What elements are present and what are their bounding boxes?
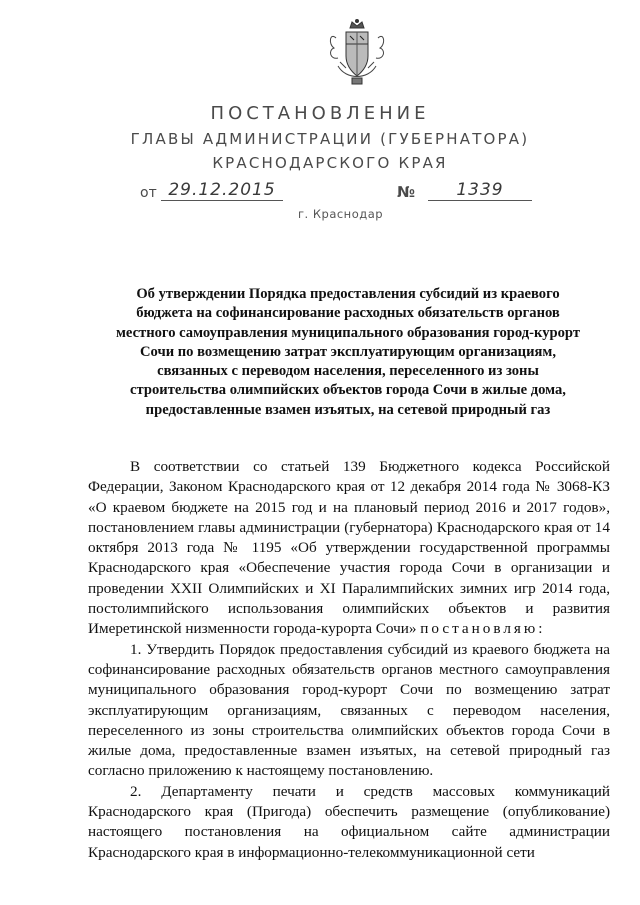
preamble-text: В соответствии со статьей 139 Бюджетного кодекса Российской Федерации, Законом Краснодарского края от 12 декабря 2014 года № 3068-КЗ «О краевом бюджете на 2015 год и на плановый период 2016 и 2017 годов», постановлением главы администрации (губернатора) Краснодарского края от 14 октября 2013 года № 1195 «Об утверждении государственной программы Краснодарского края «Обеспечение участия города Сочи в организации и проведении XXII Олимпийских и XI Паралимпийских зимних игр 2014 года, постолимпийского использования олимпийских объектов и развития Имеретинской низменности города-курорта Сочи» [88, 458, 610, 638]
document-title: Об утверждении Порядка предоставления субсидий из краевого бюджета на софинансирование расходных обязательств органов местного самоуправления муниципального образования город-курорт Сочи по возмещению затрат эксплуатирующим организациям, связанных с переводом населения, переселенного из зоны строительства олимпийских объектов города Сочи в жилые дома, предоставленные взамен изъятых, на сетевой природный газ [115, 286, 580, 418]
document-type-heading: ПОСТАНОВЛЕНИЕ [210, 103, 430, 124]
number-prefix: № [397, 183, 416, 201]
preamble-paragraph [88, 457, 610, 640]
city-label: г. Краснодар [298, 207, 384, 221]
item-1-paragraph: 1. Утвердить Порядок предоставления субсидий из краевого бюджета на софинансирование расходных обязательств органов местного самоуправления муниципального образования город-курорт Сочи по возмещению затрат эксплуатирующим организациям, связанных с переводом населения, переселенного из зоны строительства олимпийских объектов города Сочи в жилые дома, предоставленные взамен изъятых, на сетевой природный газ согласно приложению к настоящему постановлению. [88, 640, 610, 780]
document-date: 29.12.2015 [161, 180, 283, 201]
item-2-paragraph: 2. Департаменту печати и средств массовых коммуникаций Краснодарского края (Пригода) обеспечить размещение (опубликование) настоящего постановления на официальном сайте администрации Краснодарского края в информационно-телекоммуникационной сети [88, 782, 610, 861]
date-prefix: от [140, 185, 157, 201]
issuer-heading-line2: КРАСНОДАРСКОГО КРАЯ [212, 154, 448, 172]
issuer-heading-line1: ГЛАВЫ АДМИНИСТРАЦИИ (ГУБЕРНАТОРА) [130, 130, 530, 148]
coat-of-arms-icon [326, 18, 388, 88]
document-body [88, 457, 610, 863]
document-number: 1339 [428, 180, 532, 201]
decree-word: постановляю: [420, 620, 546, 638]
